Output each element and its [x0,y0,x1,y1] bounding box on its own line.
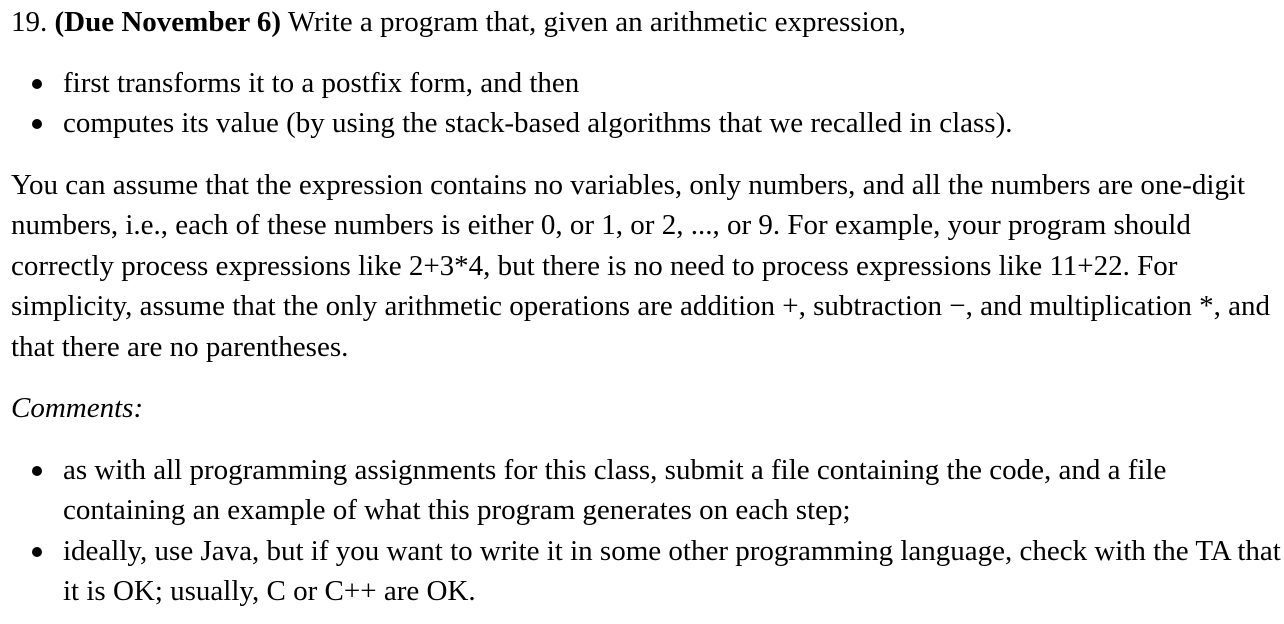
due-date-label: (Due November 6) [54,6,282,38]
problem-intro: Write a program that, given an arithmetic expression, [287,6,906,38]
list-item: computes its value (by using the stack-based algorithms that we recalled in class). [63,103,1284,144]
assumptions-paragraph: You can assume that the expression contains no variables, only numbers, and all the numbers are one-digit numbers, i.e., each of these numbers is either 0, or 1, or 2, ..., or 9. For example, your program should correctly process expressions like 2+3*4, but there is no need to process expressions like 11+22. For simplicity, assume that the only arithmetic operations are addition +, subtraction −, and multiplication *, and that there are no parentheses. [11,168,1271,363]
steps-list [11,63,1284,144]
list-item: ideally, use Java, but if you want to write it in some other programming language, check with the TA that it is OK; usually, C or C++ are OK. [63,531,1284,612]
comments-heading: Comments: [11,392,144,424]
problem-heading [11,2,1284,43]
list-item: as with all programming assignments for this class, submit a file containing the code, and a file containing an example of what this program generates on each step; [63,450,1284,531]
problem-number: 19. [11,6,48,38]
comments-list [11,450,1284,612]
list-item: first transforms it to a postfix form, and then [63,63,1284,104]
